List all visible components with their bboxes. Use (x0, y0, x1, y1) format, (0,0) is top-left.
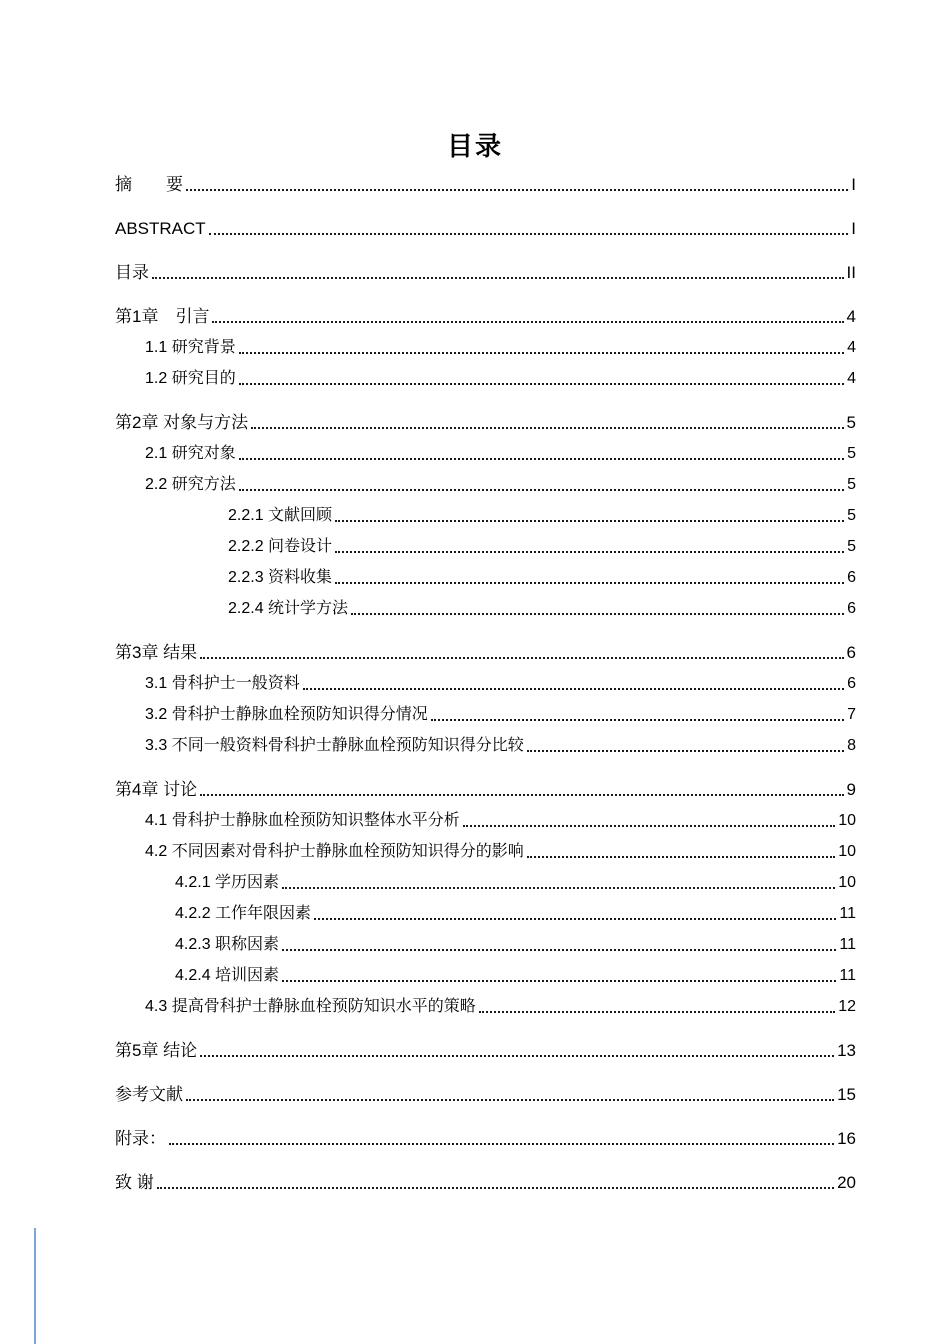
toc-entry[interactable] (115, 218, 856, 240)
toc-entry[interactable] (115, 810, 856, 832)
toc-entry-label: 2.2.3 资料收集 (228, 569, 333, 586)
dotted-leader (335, 582, 844, 584)
dotted-leader (209, 233, 849, 235)
dotted-leader (479, 1011, 836, 1013)
toc-entry-page: 6 (846, 643, 856, 662)
dotted-leader (314, 918, 836, 920)
toc-title: 目录 (446, 131, 503, 161)
dotted-leader (157, 1187, 834, 1189)
dotted-leader (186, 189, 848, 191)
toc-entry-page: 6 (847, 600, 856, 617)
toc-entry-label: 摘 要 (115, 175, 183, 194)
dotted-leader (239, 383, 844, 385)
toc-entry-label: 4.2.3 职称因素 (175, 936, 280, 953)
toc-entry[interactable] (115, 841, 856, 863)
dotted-leader (335, 551, 844, 553)
toc-entry[interactable] (115, 368, 856, 390)
toc-list (115, 174, 856, 1194)
toc-entry-page: 4 (846, 307, 856, 326)
dotted-leader (303, 688, 844, 690)
toc-entry[interactable] (115, 536, 856, 558)
toc-entry[interactable] (115, 934, 856, 956)
dotted-leader (200, 1055, 834, 1057)
toc-entry-label: 4.3 提高骨科护士静脉血栓预防知识水平的策略 (145, 998, 476, 1015)
toc-entry[interactable] (115, 412, 856, 434)
toc-entry[interactable] (115, 1040, 856, 1062)
toc-entry-label: 第2章 对象与方法 (115, 413, 249, 432)
toc-entry-label: 第3章 结果 (115, 643, 198, 662)
toc-entry[interactable] (115, 443, 856, 465)
toc-entry-label: 2.2.1 文献回顾 (228, 507, 333, 524)
toc-entry[interactable] (115, 474, 856, 496)
toc-entry-label: 第1章 引言 (115, 307, 210, 326)
toc-entry-page: II (846, 263, 856, 282)
dotted-leader (527, 856, 836, 858)
toc-entry-page: 6 (847, 675, 856, 692)
toc-entry-page: 10 (838, 874, 856, 891)
toc-entry[interactable] (115, 337, 856, 359)
toc-entry-page: 8 (847, 737, 856, 754)
toc-entry-label: 第4章 讨论 (115, 780, 198, 799)
toc-entry-page: 20 (837, 1173, 856, 1192)
toc-entry-label: ABSTRACT (115, 219, 206, 238)
toc-entry-label: 3.3 不同一般资料骨科护士静脉血栓预防知识得分比较 (145, 737, 524, 754)
dotted-leader (212, 321, 843, 323)
toc-entry[interactable] (115, 1084, 856, 1106)
toc-entry-label: 4.2 不同因素对骨科护士静脉血栓预防知识得分的影响 (145, 843, 524, 860)
toc-entry[interactable] (115, 567, 856, 589)
toc-entry-page: 9 (846, 780, 856, 799)
toc-entry-label: 4.2.4 培训因素 (175, 967, 280, 984)
dotted-leader (527, 750, 844, 752)
toc-entry-page: 12 (838, 998, 856, 1015)
toc-entry[interactable] (115, 735, 856, 757)
toc-entry-page: 5 (847, 476, 856, 493)
toc-entry-label: 3.1 骨科护士一般资料 (145, 675, 300, 692)
toc-entry[interactable] (115, 704, 856, 726)
toc-entry-page: 16 (837, 1129, 856, 1148)
dotted-leader (239, 352, 844, 354)
dotted-leader (463, 825, 836, 827)
dotted-leader (251, 427, 843, 429)
dotted-leader (200, 794, 843, 796)
toc-entry-label: 2.1 研究对象 (145, 445, 236, 462)
toc-entry-page: 4 (847, 339, 856, 356)
toc-entry-label: 致 谢 (115, 1173, 154, 1192)
dotted-leader (169, 1143, 834, 1145)
toc-entry[interactable] (115, 965, 856, 987)
toc-entry-label: 2.2.2 问卷设计 (228, 538, 333, 555)
toc-entry-page: 5 (846, 413, 856, 432)
toc-entry[interactable] (115, 262, 856, 284)
toc-entry-label: 2.2.4 统计学方法 (228, 600, 349, 617)
toc-entry-label: 第5章 结论 (115, 1041, 198, 1060)
toc-entry-page: 7 (847, 706, 856, 723)
dotted-leader (335, 520, 844, 522)
toc-entry-page: 5 (847, 445, 856, 462)
dotted-leader (282, 980, 836, 982)
toc-entry-page: 6 (847, 569, 856, 586)
toc-entry-label: 附录： (115, 1129, 166, 1148)
toc-entry-page: 5 (847, 538, 856, 555)
toc-entry[interactable] (115, 174, 856, 196)
toc-entry-page: 4 (847, 370, 856, 387)
toc-entry-label: 4.2.2 工作年限因素 (175, 905, 312, 922)
toc-entry-page: I (851, 175, 856, 194)
toc-entry[interactable] (115, 1172, 856, 1194)
toc-entry-label: 目录 (115, 263, 149, 282)
toc-entry-page: 10 (838, 812, 856, 829)
toc-entry-page: 13 (837, 1041, 856, 1060)
toc-entry[interactable] (115, 996, 856, 1018)
dotted-leader (282, 887, 835, 889)
dotted-leader (431, 719, 844, 721)
page-border-fragment (34, 1228, 36, 1344)
toc-entry[interactable] (115, 779, 856, 801)
toc-entry-label: 2.2 研究方法 (145, 476, 236, 493)
toc-entry[interactable] (115, 673, 856, 695)
dotted-leader (239, 489, 844, 491)
toc-entry-page: 15 (837, 1085, 856, 1104)
toc-entry[interactable] (115, 903, 856, 925)
toc-entry[interactable] (115, 505, 856, 527)
toc-entry-page: 10 (838, 843, 856, 860)
dotted-leader (239, 458, 844, 460)
toc-entry-label: 4.1 骨科护士静脉血栓预防知识整体水平分析 (145, 812, 460, 829)
dotted-leader (351, 613, 844, 615)
toc-entry-page: 11 (839, 967, 856, 984)
toc-entry[interactable] (115, 642, 856, 664)
toc-entry[interactable] (115, 1128, 856, 1150)
toc-entry[interactable] (115, 306, 856, 328)
toc-entry-label: 4.2.1 学历因素 (175, 874, 280, 891)
dotted-leader (152, 277, 844, 279)
toc-entry-label: 1.2 研究目的 (145, 370, 236, 387)
toc-entry-page: 11 (839, 936, 856, 953)
dotted-leader (186, 1099, 834, 1101)
toc-entry[interactable] (115, 872, 856, 894)
toc-entry-page: 11 (839, 905, 856, 922)
toc-entry[interactable] (115, 598, 856, 620)
dotted-leader (282, 949, 836, 951)
toc-entry-label: 参考文献 (115, 1085, 183, 1104)
toc-entry-label: 3.2 骨科护士静脉血栓预防知识得分情况 (145, 706, 428, 723)
toc-entry-page: 5 (847, 507, 856, 524)
dotted-leader (200, 657, 843, 659)
toc-entry-page: I (851, 219, 856, 238)
toc-entry-label: 1.1 研究背景 (145, 339, 236, 356)
